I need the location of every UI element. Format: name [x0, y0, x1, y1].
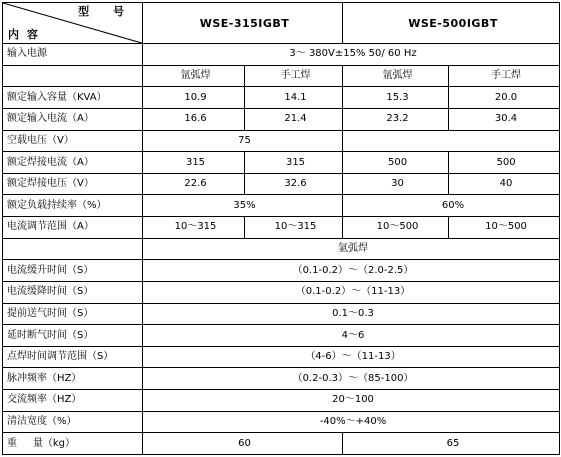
table-row — [3, 368, 560, 390]
table-cell: 23.2 — [343, 108, 449, 130]
table-cell: 15.3 — [343, 87, 449, 109]
table-cell: 0.1～0.3 — [143, 303, 560, 325]
row-label-no-load-voltage: 空载电压（V） — [3, 130, 143, 152]
table-cell — [343, 130, 560, 152]
row-label-clean-width: 清洁宽度（%） — [3, 411, 143, 433]
row-label-pulse-frequency: 脉冲频率（HZ） — [3, 368, 143, 390]
table-row — [3, 130, 560, 152]
table-row — [3, 108, 560, 130]
table-cell: 500 — [449, 152, 560, 174]
table-cell: 60% — [343, 195, 560, 217]
table-row — [3, 173, 560, 195]
table-cell: 21.4 — [245, 108, 343, 130]
mode-b2: 手工焊 — [449, 65, 560, 87]
table-row — [3, 87, 560, 109]
corner-label-content: 内 容 — [8, 28, 40, 42]
table-row — [3, 411, 560, 433]
spec-table — [2, 2, 560, 455]
empty-label-cell — [3, 238, 143, 260]
row-label-current-fall-time: 电流缓降时间（S） — [3, 281, 143, 303]
table-cell: 10～500 — [449, 217, 560, 239]
table-cell: 40 — [449, 173, 560, 195]
mode-a2: 手工焊 — [245, 65, 343, 87]
table-cell: 75 — [143, 130, 343, 152]
table-row — [3, 152, 560, 174]
row-label-weight: 重 量（kg） — [3, 433, 143, 455]
table-cell: 315 — [143, 152, 245, 174]
row-label-input-power: 输入电源 — [3, 44, 143, 66]
table-row — [3, 303, 560, 325]
row-label-rated-welding-current: 额定焊接电流（A） — [3, 152, 143, 174]
model-b-header: WSE-500IGBT — [343, 3, 560, 44]
row-label-current-rise-time: 电流缓升时间（S） — [3, 260, 143, 282]
table-cell: 315 — [245, 152, 343, 174]
table-cell: 10～315 — [143, 217, 245, 239]
table-row — [3, 325, 560, 347]
table-cell: 10～500 — [343, 217, 449, 239]
table-cell: 10.9 — [143, 87, 245, 109]
table-cell: 4～6 — [143, 325, 560, 347]
input-power-value: 3～ 380V±15% 50/ 60 Hz — [143, 44, 560, 66]
row-label-rated-input-capacity: 额定输入容量（KVA） — [3, 87, 143, 109]
table-cell: -40%～+40% — [143, 411, 560, 433]
table-cell: 500 — [343, 152, 449, 174]
table-row — [3, 238, 560, 260]
table-cell: 30.4 — [449, 108, 560, 130]
table-row — [3, 433, 560, 455]
row-label-rated-duty-cycle: 额定负载持续率（%） — [3, 195, 143, 217]
table-cell: 35% — [143, 195, 343, 217]
table-row — [3, 260, 560, 282]
table-row — [3, 217, 560, 239]
empty-label-cell — [3, 65, 143, 87]
table-cell: 10～315 — [245, 217, 343, 239]
table-row — [3, 346, 560, 368]
table-cell: 60 — [143, 433, 343, 455]
table-cell: 65 — [343, 433, 560, 455]
row-label-rated-welding-voltage: 额定焊接电压（V） — [3, 173, 143, 195]
table-row — [3, 195, 560, 217]
table-row — [3, 281, 560, 303]
table-cell: 16.6 — [143, 108, 245, 130]
table-cell: 30 — [343, 173, 449, 195]
row-label-spot-weld-time: 点焊时间调节范围（S） — [3, 346, 143, 368]
table-cell: （0.1-0.2）～（11-13） — [143, 281, 560, 303]
table-cell: （4-6）～（11-13） — [143, 346, 560, 368]
table-cell: （0.2-0.3）～（85-100） — [143, 368, 560, 390]
table-cell: 20.0 — [449, 87, 560, 109]
table-row — [3, 390, 560, 412]
mode-a1: 氩弧焊 — [143, 65, 245, 87]
mode-b1: 氩弧焊 — [343, 65, 449, 87]
table-row — [3, 65, 560, 87]
header-corner-cell — [3, 3, 143, 44]
table-cell: 20～100 — [143, 390, 560, 412]
model-a-header: WSE-315IGBT — [143, 3, 343, 44]
table-cell: 14.1 — [245, 87, 343, 109]
row-label-rated-input-current: 额定输入电流（A） — [3, 108, 143, 130]
row-label-pre-gas-time: 提前送气时间（S） — [3, 303, 143, 325]
row-label-current-range: 电流调节范围（A） — [3, 217, 143, 239]
corner-label-model: 型 号 — [78, 5, 134, 18]
table-row — [3, 44, 560, 66]
header-row — [3, 3, 560, 44]
tig-section-header: 氩弧焊 — [143, 238, 560, 260]
table-cell: 22.6 — [143, 173, 245, 195]
row-label-post-gas-time: 延时断气时间（S） — [3, 325, 143, 347]
table-cell: 32.6 — [245, 173, 343, 195]
row-label-ac-frequency: 交流频率（HZ） — [3, 390, 143, 412]
table-cell: （0.1-0.2）～（2.0-2.5） — [143, 260, 560, 282]
